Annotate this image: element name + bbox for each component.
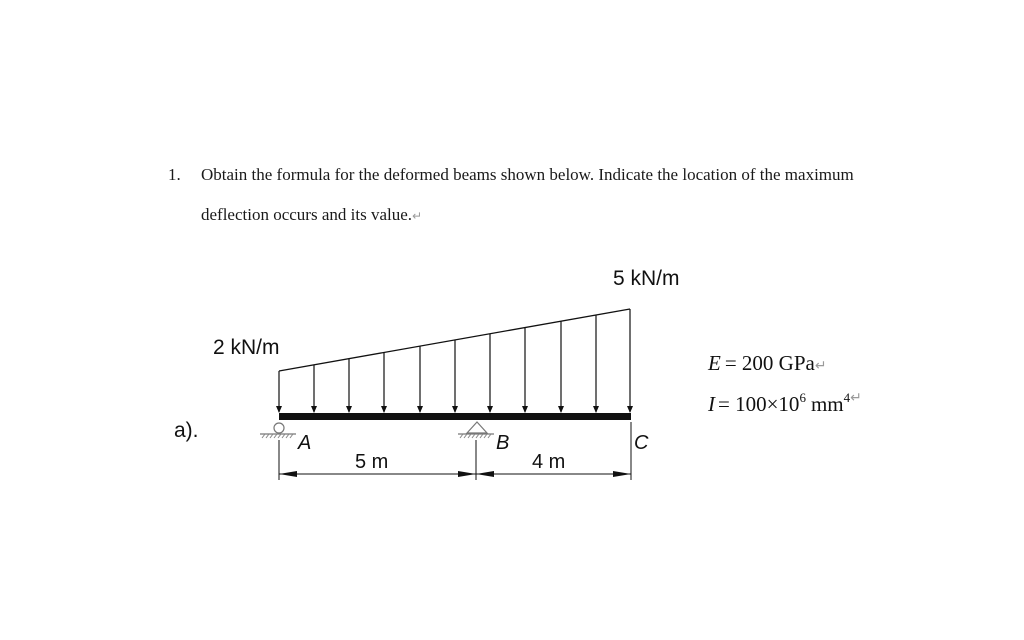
support-b-label: B bbox=[496, 432, 510, 454]
inertia-unit: mm bbox=[810, 392, 844, 416]
question-line-2-text: deflection occurs and its value. bbox=[201, 205, 413, 224]
dim-arrow-b-left-icon bbox=[458, 471, 476, 477]
return-mark-icon: ↵ bbox=[814, 359, 827, 374]
dimension-line bbox=[279, 471, 631, 477]
load-arrow-head-icon bbox=[381, 406, 387, 413]
question-number: 1. bbox=[168, 165, 181, 184]
modulus-line bbox=[707, 351, 827, 375]
dim-arrow-a-icon bbox=[279, 471, 297, 477]
return-mark-icon: ↵ bbox=[850, 391, 862, 406]
load-arrow-head-icon bbox=[452, 406, 458, 413]
support-a-label: A bbox=[298, 432, 312, 454]
return-mark-icon: ↵ bbox=[412, 209, 423, 223]
load-arrow-head-icon bbox=[558, 406, 564, 413]
load-arrow-head-icon bbox=[522, 406, 528, 413]
load-arrow-head-icon bbox=[276, 406, 282, 413]
dim-arrow-c-icon bbox=[613, 471, 631, 477]
question-line-1-text: Obtain the formula for the deformed beams shown below. Indicate the location of the maximum bbox=[201, 165, 854, 184]
load-arrow-head-icon bbox=[311, 406, 317, 413]
dim-arrow-b-right-icon bbox=[476, 471, 494, 477]
inertia-exponent: 6 bbox=[799, 390, 806, 405]
load-right-label: 5 kN/m bbox=[613, 267, 680, 290]
span-bc-label: 4 m bbox=[532, 451, 566, 473]
span-ab-label: 5 m bbox=[355, 451, 389, 473]
pin-support-b bbox=[458, 422, 494, 438]
distributed-load bbox=[276, 309, 633, 413]
inertia-line bbox=[707, 390, 862, 416]
pin-support-a bbox=[260, 423, 296, 438]
load-arrow-head-icon bbox=[417, 406, 423, 413]
load-arrow-head-icon bbox=[627, 406, 633, 413]
inertia-symbol: I bbox=[708, 392, 715, 416]
load-arrow-head-icon bbox=[593, 406, 599, 413]
inertia-unit-exponent: 4 bbox=[843, 390, 851, 405]
inertia-value: = 100×10 bbox=[718, 392, 800, 416]
load-arrows bbox=[276, 309, 633, 413]
load-left-label: 2 kN/m bbox=[213, 336, 280, 359]
load-arrow-head-icon bbox=[487, 406, 493, 413]
point-c-label: C bbox=[634, 432, 649, 454]
load-arrow-head-icon bbox=[346, 406, 352, 413]
modulus-value: = 200 GPa bbox=[724, 351, 815, 375]
modulus-symbol: E bbox=[708, 351, 721, 375]
part-label: a). bbox=[174, 419, 199, 442]
dimension-extension-lines bbox=[279, 422, 631, 480]
beam bbox=[279, 413, 631, 420]
